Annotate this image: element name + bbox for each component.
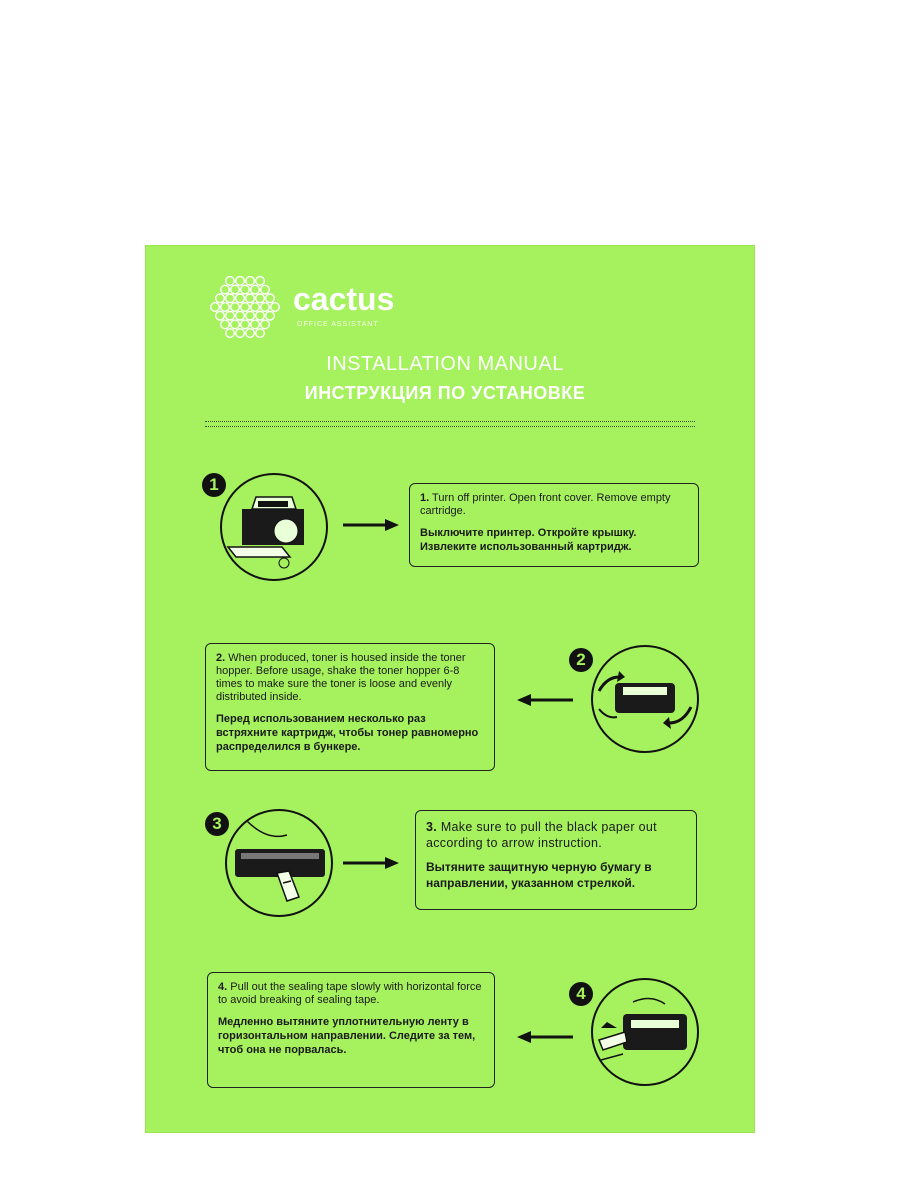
cactus-logo-icon: [205, 267, 285, 347]
step-1-number: 1: [202, 473, 226, 497]
step-3-illustration: [225, 809, 333, 917]
step-2-label: 2.: [216, 652, 226, 664]
cartridge-shake-icon: [593, 647, 697, 751]
title-english: INSTALLATION MANUAL: [326, 353, 564, 375]
step-4-text-box: [207, 972, 495, 1088]
step-4-label: 4.: [218, 981, 228, 993]
printer-icon: [222, 475, 326, 579]
arrow-left-icon: [517, 1029, 573, 1045]
title-russian: ИНСТРУКЦИЯ ПО УСТАНОВКЕ: [304, 383, 586, 403]
instruction-sheet: [145, 245, 755, 1133]
step-3-number: 3: [205, 812, 229, 836]
cartridge-paper-icon: [227, 811, 331, 915]
step-2-illustration: [591, 645, 699, 753]
step-1-illustration: [220, 473, 328, 581]
arrow-right-icon: [343, 517, 399, 533]
step-1-russian: Выключите принтер. Откройте крышку. Извлеките использованный картридж.: [420, 527, 637, 553]
step-4-russian: Медленно вытяните уплотнительную ленту в горизонтальном направлении. Следите за тем, чтоб она не порвалась.: [218, 1016, 476, 1056]
arrow-right-icon: [343, 855, 399, 871]
step-3-russian: Вытяните защитную черную бумагу в направлении, указанном стрелкой.: [426, 860, 652, 890]
step-2-text-box: [205, 643, 495, 771]
step-3-label: 3.: [426, 820, 438, 834]
step-2-number: 2: [569, 648, 593, 672]
step-2-english: When produced, toner is housed inside the toner hopper. Before usage, shake the toner hopper 6-8 times to make sure the toner is loose and evenly distributed inside.: [216, 652, 466, 703]
step-1-english: Turn off printer. Open front cover. Remove empty cartridge.: [420, 492, 671, 517]
brand-name: cactus: [293, 281, 395, 317]
brand-logo: [205, 267, 395, 347]
step-4-english: Pull out the sealing tape slowly with horizontal force to avoid breaking of sealing tape.: [218, 981, 482, 1006]
step-4-number: 4: [569, 982, 593, 1006]
step-1-text-box: [409, 483, 699, 567]
step-4-illustration: [591, 978, 699, 1086]
step-2-russian: Перед использованием несколько раз встряхните картридж, чтобы тонер равномерно распределился в бункере.: [216, 713, 479, 753]
sealing-tape-icon: [593, 980, 697, 1084]
step-3-text-box: [415, 810, 697, 910]
step-3-english: Make sure to pull the black paper out according to arrow instruction.: [426, 820, 657, 850]
arrow-left-icon: [517, 692, 573, 708]
brand-tagline: OFFICE ASSISTANT: [297, 321, 379, 328]
step-1-label: 1.: [420, 492, 430, 504]
dotted-divider: [205, 421, 695, 427]
